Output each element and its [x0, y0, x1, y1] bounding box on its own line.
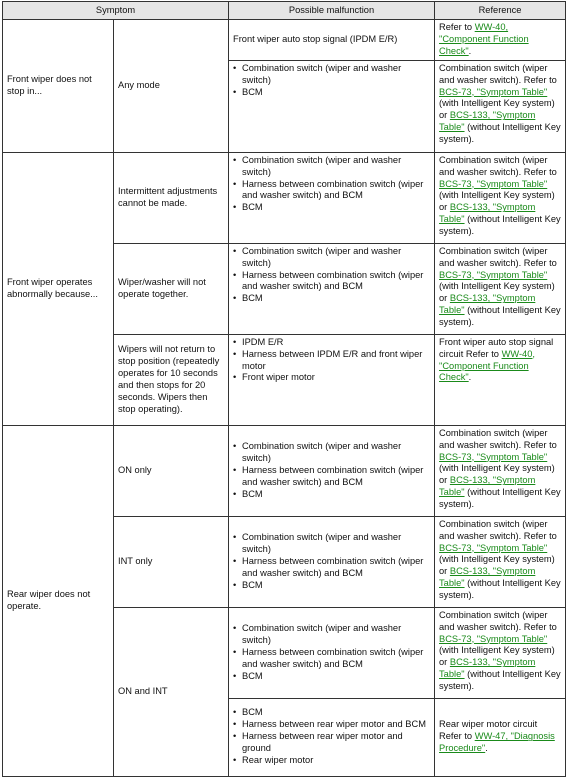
header-possible-malfunction: Possible malfunction [229, 2, 435, 20]
list-item: • Rear wiper motor [233, 755, 430, 767]
reference-link[interactable]: BCS-73, "Symptom Table" [439, 86, 548, 97]
reference-cell: Combination switch (wiper and washer switch). Refer to BCS-73, "Symptom Table" (with Intelligent Key system) or BCS-133, "Symptom Table" (without Intelligent Key system). [435, 607, 566, 698]
list-item: • Harness between combination switch (wiper and washer switch) and BCM [233, 179, 430, 203]
list-item: • Combination switch (wiper and washer switch) [233, 441, 430, 465]
list-item: • BCM [233, 87, 430, 99]
condition-cell: Wipers will not return to stop position (repeatedly operates for 10 seconds and then stops for 20 seconds. Wipers then stop operating). [114, 334, 229, 425]
list-item: • Harness between IPDM E/R and front wiper motor [233, 349, 430, 373]
malfunction-cell [229, 60, 435, 152]
malfunction-list [233, 707, 430, 767]
reference-cell: Rear wiper motor circuit Refer to WW-47, "Diagnosis Procedure". [435, 698, 566, 776]
malfunction-cell: Front wiper auto stop signal (IPDM E/R) [229, 20, 435, 61]
condition-cell: ON only [114, 425, 229, 516]
reference-link[interactable]: BCS-73, "Symptom Table" [439, 178, 548, 189]
list-item: • BCM [233, 671, 430, 683]
list-item: • Combination switch (wiper and washer switch) [233, 155, 430, 179]
reference-link[interactable]: WW-40, "Component Function Check" [439, 348, 535, 383]
reference-cell: Combination switch (wiper and washer switch). Refer to BCS-73, "Symptom Table" (with Intelligent Key system) or BCS-133, "Symptom Table" (without Intelligent Key system). [435, 152, 566, 243]
reference-cell: Refer to WW-40, "Component Function Check". [435, 20, 566, 61]
list-item: • Harness between rear wiper motor and BCM [233, 719, 430, 731]
reference-link[interactable]: BCS-133, "Symptom Table" [439, 657, 536, 680]
reference-cell: Front wiper auto stop signal circuit Refer to WW-40, "Component Function Check". [435, 334, 566, 425]
malfunction-cell [229, 152, 435, 243]
header-symptom: Symptom [3, 2, 229, 20]
malfunction-list [233, 532, 430, 592]
condition-cell: Any mode [114, 20, 229, 153]
reference-link[interactable]: BCS-73, "Symptom Table" [439, 633, 548, 644]
malfunction-list [233, 155, 430, 215]
malfunction-cell [229, 243, 435, 334]
reference-link[interactable]: BCS-73, "Symptom Table" [439, 542, 548, 553]
table-row [3, 425, 566, 516]
list-item: • Harness between combination switch (wiper and washer switch) and BCM [233, 465, 430, 489]
list-item: • BCM [233, 489, 430, 501]
reference-link[interactable]: BCS-133, "Symptom Table" [439, 202, 536, 225]
symptom-cell: Front wiper operates abnormally because... [3, 152, 114, 425]
list-item: • IPDM E/R [233, 337, 430, 349]
list-item: • Harness between combination switch (wiper and washer switch) and BCM [233, 556, 430, 580]
list-item: • BCM [233, 707, 430, 719]
list-item: • BCM [233, 293, 430, 305]
malfunction-list [233, 246, 430, 306]
list-item: • BCM [233, 202, 430, 214]
reference-link[interactable]: BCS-73, "Symptom Table" [439, 269, 548, 280]
list-item: • Combination switch (wiper and washer switch) [233, 63, 430, 87]
list-item: • Harness between rear wiper motor and ground [233, 731, 430, 755]
list-item: • Combination switch (wiper and washer switch) [233, 532, 430, 556]
reference-link[interactable]: BCS-133, "Symptom Table" [439, 475, 536, 498]
condition-cell: INT only [114, 516, 229, 607]
list-item: • Front wiper motor [233, 372, 430, 384]
list-item: • Combination switch (wiper and washer switch) [233, 246, 430, 270]
reference-cell: Combination switch (wiper and washer switch). Refer to BCS-73, "Symptom Table" (with Intelligent Key system) or BCS-133, "Symptom Table" (without Intelligent Key system). [435, 516, 566, 607]
reference-link[interactable]: BCS-133, "Symptom Table" [439, 566, 536, 589]
table-row [3, 152, 566, 243]
list-item: • Harness between combination switch (wiper and washer switch) and BCM [233, 270, 430, 294]
reference-link[interactable]: BCS-133, "Symptom Table" [439, 293, 536, 316]
reference-link[interactable]: WW-47, "Diagnosis Procedure" [439, 731, 555, 754]
malfunction-cell [229, 334, 435, 425]
symptom-cell: Rear wiper does not operate. [3, 425, 114, 776]
malfunction-cell [229, 698, 435, 776]
symptom-table [2, 1, 566, 777]
malfunction-list [233, 63, 430, 99]
reference-link[interactable]: BCS-73, "Symptom Table" [439, 451, 548, 462]
table-row [3, 20, 566, 61]
condition-cell: Wiper/washer will not operate together. [114, 243, 229, 334]
table-header-row [3, 2, 566, 20]
list-item: • BCM [233, 580, 430, 592]
reference-cell: Combination switch (wiper and washer switch). Refer to BCS-73, "Symptom Table" (with Intelligent Key system) or BCS-133, "Symptom Table" (without Intelligent Key system). [435, 425, 566, 516]
condition-cell: Intermittent adjustments cannot be made. [114, 152, 229, 243]
reference-cell: Combination switch (wiper and washer switch). Refer to BCS-73, "Symptom Table" (with Intelligent Key system) or BCS-133, "Symptom Table" (without Intelligent Key system). [435, 60, 566, 152]
header-reference: Reference [435, 2, 566, 20]
list-item: • Harness between combination switch (wiper and washer switch) and BCM [233, 647, 430, 671]
malfunction-cell [229, 425, 435, 516]
reference-link[interactable]: BCS-133, "Symptom Table" [439, 110, 536, 133]
malfunction-list [233, 623, 430, 683]
malfunction-list [233, 337, 430, 385]
reference-cell: Combination switch (wiper and washer switch). Refer to BCS-73, "Symptom Table" (with Intelligent Key system) or BCS-133, "Symptom Table" (without Intelligent Key system). [435, 243, 566, 334]
symptom-cell: Front wiper does not stop in... [3, 20, 114, 153]
malfunction-cell [229, 607, 435, 698]
malfunction-list [233, 441, 430, 501]
malfunction-cell [229, 516, 435, 607]
condition-cell: ON and INT [114, 607, 229, 776]
list-item: • Combination switch (wiper and washer switch) [233, 623, 430, 647]
reference-link[interactable]: WW-40, "Component Function Check" [439, 22, 529, 56]
